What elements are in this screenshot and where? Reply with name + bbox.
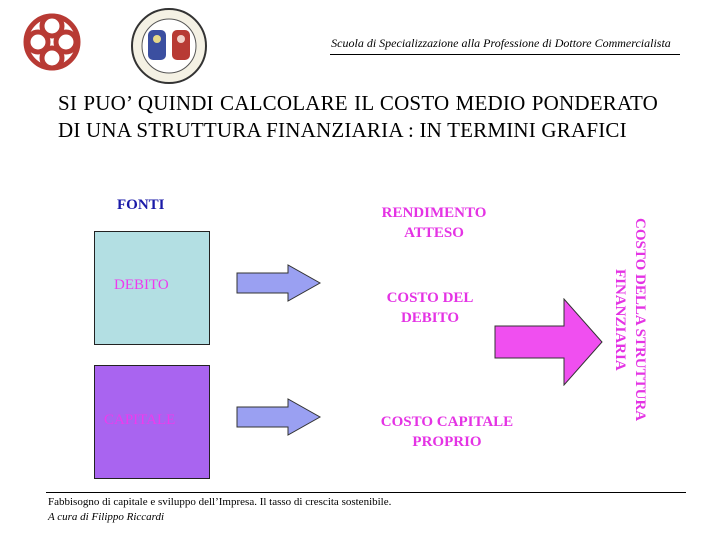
- knot-logo: [20, 6, 84, 78]
- school-name: Scuola di Specializzazione alla Professione di Dottore Commercialista: [331, 36, 671, 50]
- costo-struttura-label: COSTO DELLA STRUTTURA FINANZIARIA: [612, 218, 648, 422]
- costo-debito-label: COSTO DEL DEBITO: [386, 290, 474, 326]
- slide-title: SI PUO’ QUINDI CALCOLARE IL COSTO MEDIO PONDERATO DI UNA STRUTTURA FINANZIARIA : IN TERMINI GRAFICI: [58, 91, 658, 142]
- footer-divider: [46, 492, 686, 493]
- footer-author: A cura di Filippo Riccardi: [48, 511, 165, 523]
- rendimento-atteso-label: RENDIMENTO ATTESO: [381, 205, 487, 241]
- result-arrow: [494, 298, 604, 386]
- header-divider: [330, 54, 680, 55]
- university-seal-logo: [128, 6, 210, 86]
- footer-title: Fabbisogno di capitale e sviluppo dell’Impresa. Il tasso di crescita sostenibile.: [48, 496, 392, 508]
- costo-capitale-label: COSTO CAPITALE PROPRIO: [380, 414, 514, 450]
- debito-label: DEBITO: [114, 277, 169, 293]
- debito-arrow: [236, 264, 322, 302]
- capitale-label: CAPITALE: [104, 412, 176, 428]
- capitale-arrow: [236, 398, 322, 436]
- fonti-label: FONTI: [117, 197, 165, 213]
